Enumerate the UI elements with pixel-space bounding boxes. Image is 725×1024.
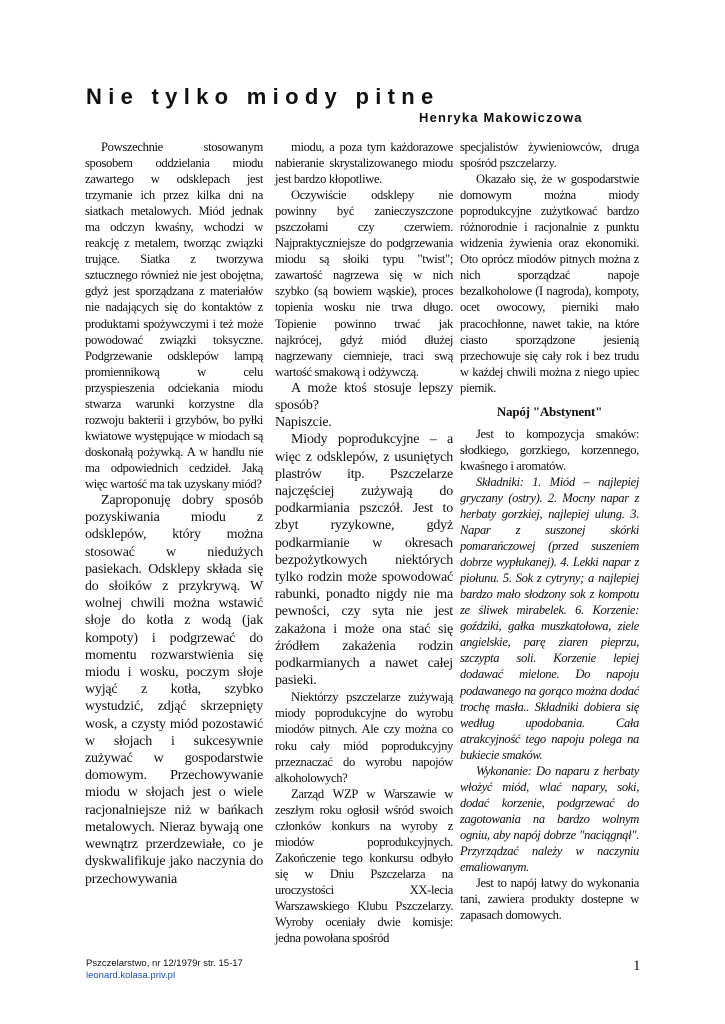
footer [86, 958, 243, 982]
column-1 [85, 139, 263, 888]
footer-source: Pszczelarstwo, nr 12/1979r str. 15-17 [86, 958, 243, 969]
paragraph: Niektórzy pszczelarze zużywają miody poprodukcyjne do wyrobu miodów pitnych. Ale czy można co roku cały miód poprodukcyjny przeznaczać do wyrobu napojów alkoholowych? [275, 690, 453, 785]
paragraph: Powszechnie stosowanym sposobem oddzielania miodu zawartego w odsklepach jest trzymanie ich przez kilka dni na siatkach metalowych. Miód jednak ma odczyn kwaśny, wchodzi w reakcję z metalem, tworząc związki trujące. Siatka z tworzywa sztucznego również nie jest obojętna, gdyż jest sporządzana z materiałów nie nadających się do kontaktów z produktami spożywczymi i też może powodować związki toksyczne. Podgrzewanie odsklepów lampą promiennikową w celu przyspieszenia odciekania miodu stwarza warunki korzystne dla rozwoju bakterii i grzybów, bo pyłki kwiatowe występujące w miodach są doskonałą pożywką. A w handlu nie ma odpowiednich cedzideł. Jaką więc wartość ma tak uzyskany miód? [85, 140, 263, 491]
column-3 [460, 139, 639, 923]
column-2 [275, 139, 453, 946]
article-title: Nie tylko miody pitne [86, 84, 440, 109]
paragraph: specjalistów żywieniowców, druga spośród pszczelarzy. [460, 140, 639, 171]
paragraph: Okazało się, że w gospodarstwie domowym można miody poprodukcyjne zużytkować bardzo różnorodnie i racjonalnie z punktu widzenia żywienia oraz ekonomiki. Oto oprócz miodów pitnych można z nich sporządzać napoje bezalkoholowe (I nagroda), kompoty, ocet owocowy, pierniki mało pracochłonne, nawet takie, na które ciasto sporządzone jesienią przechowuje się cały rok i bez trudu w każdej chwili można z niego upiec piernik. [460, 172, 639, 395]
recipe-heading: Napój "Abstynent" [496, 403, 603, 419]
paragraph: Zaproponuję dobry sposób pozyskiwania miodu z odsklepów, który można stosować w niedużych pasiekach. Odsklepy składa się do słoików z przykrywą. W wolnej chwili można wstawić słoje do kotła z wodą (jak kompoty) i podgrzewać do momentu rozwarstwienia się miodu i wosku, poczym słoje wyjąć z kotła, szybko wystudzić, zdjąć skrzepnięty wosk, a czysty miód pozostawić w słojach i sukcesywnie zużywać w gospodarstwie domowym. Przechowywanie miodu w słojach jest o wiele racjonalniejsze niż w bańkach metalowych. Nieraz bywają one wewnątrz przerdzewiałe, co je dyskwalifikuje jako naczynia do przechowywania [85, 493, 263, 887]
paragraph: Zarząd WZP w Warszawie w zeszłym roku ogłosił wśród swoich członków konkurs na wyroby z miodów poprodukcyjnych. Zakończenie tego konkursu odbyło się w Dniu Pszczelarza na uroczystości XX-lecia Warszawskiego Klubu Pszczelarzy. Wyroby oceniały dwie komisje: jedna powołana spośród [275, 786, 453, 946]
page-number: 1 [633, 958, 641, 974]
paragraph: A może ktoś stosuje lepszy sposób? [275, 380, 453, 413]
article-author: Henryka Makowiczowa [419, 110, 583, 125]
footer-link[interactable]: leonard.kolasa.priv.pl [86, 970, 176, 981]
paragraph: Miody poprodukcyjne – a więc z odsklepów, z usuniętych plastrów itp. Pszczelarze najczęściej zużywają do podkarmiania pszczół. Jest to zbyt ryzykowne, gdyż podkarmianie w okresach bezpożytkowych niektórych tylko rodzin może spowodować rabunki, ponadto nigdy nie ma pewności, czy syta nie jest zakażona i może ona stać się źródłem zakażenia rodzin podkarmianych a nawet całej pasieki. [275, 432, 453, 689]
paragraph: miodu, a poza tym każdorazowe nabieranie skrystalizowanego miodu jest bardzo kłopotliwe. [275, 140, 453, 187]
paragraph: Napiszcie. [275, 415, 332, 431]
paragraph: Jest to kompozycja smaków: słodkiego, gorzkiego, korzennego, kwaśnego i aromatów. [460, 426, 639, 473]
paragraph: Jest to napój łatwy do wykonania tani, zawiera produkty dostepne w zapasach domowych. [460, 876, 639, 923]
paragraph: Oczywiście odsklepy nie powinny być zanieczyszczone pszczołami czy czerwiem. Najpraktyczniejsze do podgrzewania miodu są słoiki typu "twist"; zawartość nagrzewa się w nich szybko (są bowiem wąskie), proces topienia wosku nie trwa długo. Topienie powinno trwać jak najkrócej, gdyż miód dłużej nagrzewany ciemnieje, traci swą wartość smakową i odżywczą. [275, 188, 453, 379]
recipe-ingredients: Składniki: 1. Miód – najlepiej gryczany (ostry). 2. Mocny napar z herbaty gorzkiej, najlepiej ulung. 3. Napar z suszonej skórki pomarańczowej (przed suszeniem dobrze wypłukanej). 4. Lekki napar z piołunu. 5. Sok z cytryny; a najlepiej bardzo mało słodzony sok z kompotu ze śliwek mirabelek. 6. Korzenie: goździki, gałka muszkatołowa, ziele angielskie, parę ziaren pieprzu, szczypta soli. Korzenie lepiej dodawać mielone. Do napoju podawanego na gorąco można dodać trochę masła.. Składniki dobiera się według upodobania. Cała atrakcyjność tego napoju polega na bukiecie smaków. [460, 474, 639, 762]
recipe-preparation: Wykonanie: Do naparu z herbaty włożyć miód, wlać napary, soki, dodać korzenie, podgrzewać do zagotowania na bardzo wolnym ogniu, aby napój dobrze "naciągnął". Przyrządzać należy w naczyniu emaliowanym. [460, 763, 639, 875]
